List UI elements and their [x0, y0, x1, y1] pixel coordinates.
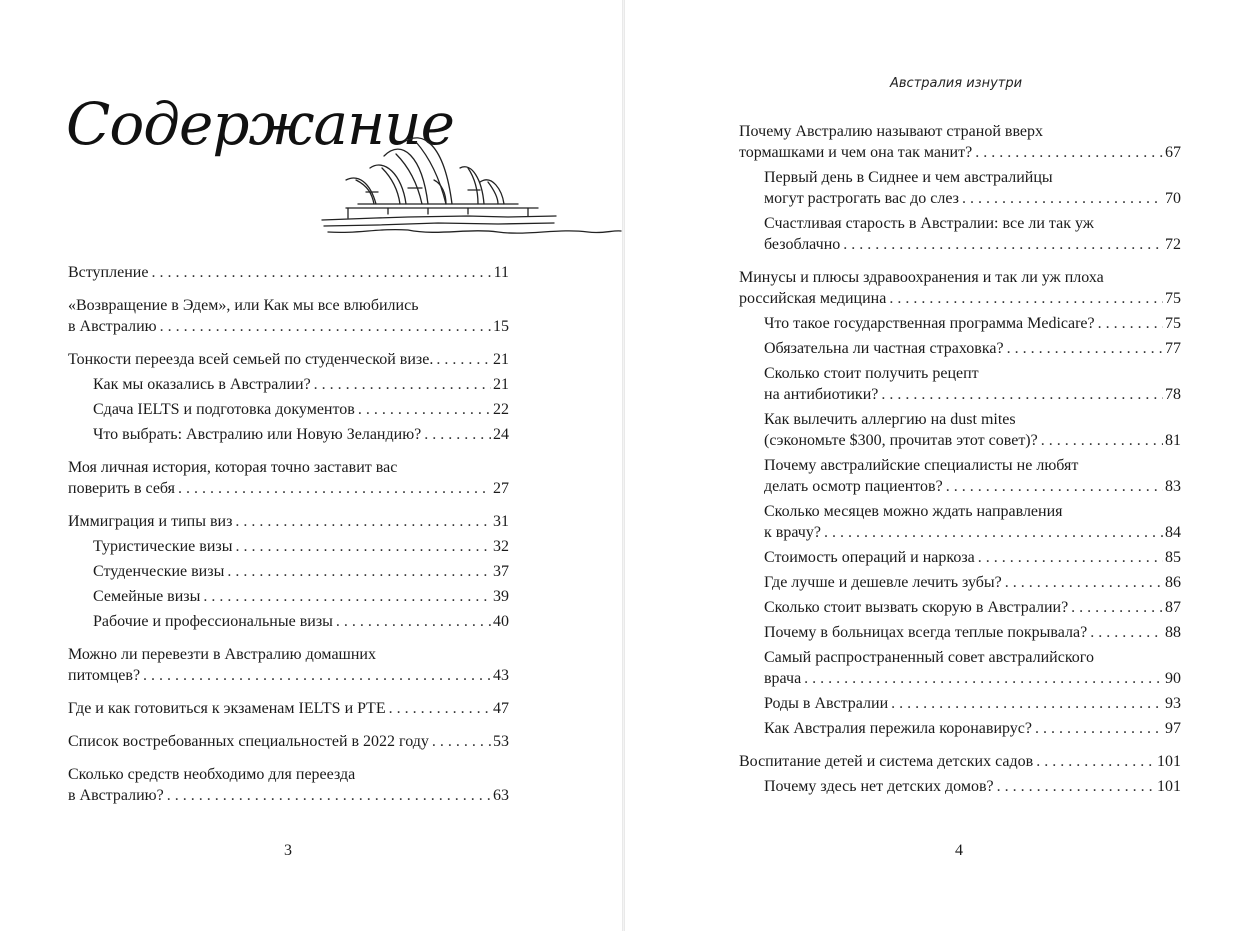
- running-head: Австралия изнутри: [890, 76, 1023, 91]
- dot-leader: [975, 547, 1163, 568]
- toc-entry-line: [93, 399, 509, 420]
- toc-entry-line: [93, 611, 509, 632]
- left-page: [0, 0, 622, 931]
- toc-entry-title: тормашками и чем она так манит?: [739, 144, 973, 161]
- toc-subsection-entry[interactable]: [68, 374, 509, 395]
- toc-page-number: 32: [493, 538, 509, 555]
- toc-entry-line: [739, 288, 1181, 309]
- toc-page-number: 85: [1165, 549, 1181, 566]
- toc-page-number: 84: [1165, 524, 1181, 541]
- dot-leader: [433, 349, 491, 370]
- toc-subsection-entry[interactable]: [68, 424, 509, 445]
- toc-chapter-entry[interactable]: [68, 349, 509, 370]
- toc-subsection-entry[interactable]: [68, 536, 509, 557]
- toc-chapter-entry[interactable]: [739, 751, 1181, 772]
- dot-leader: [175, 478, 491, 499]
- toc-subsection-entry[interactable]: [739, 338, 1181, 359]
- toc-entry-line: [764, 547, 1181, 568]
- dot-leader: [148, 262, 491, 283]
- toc-entry-title: Роды в Австралии: [764, 695, 889, 712]
- toc-page-number: 67: [1165, 144, 1181, 161]
- toc-entry-title: (сэкономьте $300, прочитав этот совет)?: [764, 432, 1038, 449]
- toc-subsection-entry[interactable]: [739, 363, 1181, 405]
- toc-entry-title-line: Первый день в Сиднее и чем австралийцы: [764, 169, 1053, 186]
- dot-leader: [1068, 597, 1163, 618]
- toc-entry-title-line: Почему австралийские специалисты не любят: [764, 457, 1079, 474]
- dot-leader: [821, 522, 1163, 543]
- toc-page-number: 27: [493, 480, 509, 497]
- dot-leader: [140, 665, 491, 686]
- toc-chapter-entry[interactable]: [68, 731, 509, 752]
- toc-subsection-entry[interactable]: [739, 776, 1181, 797]
- toc-entry-title-line: Можно ли перевезти в Австралию домашних: [68, 646, 376, 663]
- toc-page-number: 81: [1165, 432, 1181, 449]
- toc-chapter-entry[interactable]: [68, 262, 509, 283]
- toc-subsection-entry[interactable]: [68, 561, 509, 582]
- toc-page-number: 83: [1165, 478, 1181, 495]
- toc-subsection-entry[interactable]: [739, 622, 1181, 643]
- toc-entry-title-line: «Возвращение в Эдем», или Как мы все влюбились: [68, 297, 419, 314]
- toc-right: [739, 121, 1181, 801]
- toc-page-number: 22: [493, 401, 509, 418]
- toc-entry-title: в Австралию?: [68, 787, 164, 804]
- dot-leader: [224, 561, 491, 582]
- toc-entry-title: могут растрогать вас до слез: [764, 190, 959, 207]
- toc-entry-title: поверить в себя: [68, 480, 176, 497]
- toc-entry-title-line: Сколько стоит получить рецепт: [764, 365, 979, 382]
- toc-entry-line: [764, 622, 1181, 643]
- toc-entry-title: делать осмотр пациентов?: [764, 478, 943, 495]
- toc-entry-title: Иммиграция и типы виз: [68, 513, 233, 530]
- dot-leader: [840, 234, 1163, 255]
- toc-entry-line: [764, 668, 1181, 689]
- dot-leader: [1038, 430, 1163, 451]
- toc-entry-line: [68, 511, 509, 532]
- dot-leader: [1002, 572, 1163, 593]
- toc-entry-title: Сдача IELTS и подготовка документов: [93, 401, 355, 418]
- toc-page-number: 63: [493, 787, 509, 804]
- toc-page-number: 75: [1165, 315, 1181, 332]
- toc-chapter-entry[interactable]: [68, 764, 509, 806]
- toc-chapter-entry[interactable]: [68, 295, 509, 337]
- toc-subsection-entry[interactable]: [739, 501, 1181, 543]
- toc-page-number: 37: [493, 563, 509, 580]
- toc-entry-title: Почему здесь нет детских домов?: [764, 778, 994, 795]
- toc-entry-line: [764, 188, 1181, 209]
- page-number: 3: [284, 842, 292, 859]
- toc-entry-title-line: Сколько средств необходимо для переезда: [68, 766, 356, 783]
- toc-subsection-entry[interactable]: [739, 718, 1181, 739]
- toc-entry-title: к врачу?: [764, 524, 821, 541]
- toc-entry-title: врача: [764, 670, 802, 687]
- toc-chapter-entry[interactable]: [68, 457, 509, 499]
- dot-leader: [801, 668, 1163, 689]
- toc-subsection-entry[interactable]: [739, 572, 1181, 593]
- toc-chapter-entry[interactable]: [739, 121, 1181, 163]
- toc-entry-title: Список востребованных специальностей в 2022 году: [68, 733, 429, 750]
- dot-leader: [886, 288, 1163, 309]
- dot-leader: [994, 776, 1157, 797]
- toc-subsection-entry[interactable]: [739, 409, 1181, 451]
- toc-subsection-entry[interactable]: [68, 399, 509, 420]
- toc-subsection-entry[interactable]: [739, 455, 1181, 497]
- toc-entry-line: [764, 718, 1181, 739]
- dot-leader: [232, 511, 491, 532]
- toc-entry-line: [68, 665, 509, 686]
- toc-page-number: 90: [1165, 670, 1181, 687]
- toc-entry-title: Рабочие и профессиональные визы: [93, 613, 333, 630]
- toc-page-number: 31: [493, 513, 509, 530]
- toc-page-number: 24: [493, 426, 509, 443]
- dot-leader: [1032, 718, 1163, 739]
- toc-subsection-entry[interactable]: [739, 213, 1181, 255]
- toc-entry-title: Туристические визы: [93, 538, 233, 555]
- toc-page-number: 88: [1165, 624, 1181, 641]
- dot-leader: [164, 785, 491, 806]
- toc-page-number: 39: [493, 588, 509, 605]
- toc-entry-line: [68, 785, 509, 806]
- dot-leader: [429, 731, 491, 752]
- toc-page-number: 43: [493, 667, 509, 684]
- toc-entry-title: Воспитание детей и система детских садов: [739, 753, 1034, 770]
- toc-entry-title: Стоимость операций и наркоза: [764, 549, 975, 566]
- toc-page-number: 40: [493, 613, 509, 630]
- toc-page-number: 97: [1165, 720, 1181, 737]
- toc-page-number: 78: [1165, 386, 1181, 403]
- dot-leader: [1087, 622, 1163, 643]
- toc-entry-title: Как мы оказались в Австралии?: [93, 376, 311, 393]
- toc-chapter-entry[interactable]: [68, 511, 509, 532]
- dot-leader: [972, 142, 1163, 163]
- toc-subsection-entry[interactable]: [739, 313, 1181, 334]
- toc-entry-line: [764, 776, 1181, 797]
- toc-entry-title: Как Австралия пережила коронавирус?: [764, 720, 1032, 737]
- toc-entry-line: [764, 384, 1181, 405]
- toc-page-number: 93: [1165, 695, 1181, 712]
- page-number: 4: [955, 842, 963, 859]
- toc-entry-title-line: Самый распространенный совет австралийского: [764, 649, 1094, 666]
- toc-page-number: 101: [1157, 753, 1181, 770]
- toc-entry-line: [68, 262, 509, 283]
- dot-leader: [200, 586, 491, 607]
- toc-page-number: 72: [1165, 236, 1181, 253]
- toc-entry-title: безоблачно: [764, 236, 841, 253]
- toc-entry-title-line: Минусы и плюсы здравоохранения и так ли уж плоха: [739, 269, 1104, 286]
- dot-leader: [311, 374, 491, 395]
- toc-page-number: 87: [1165, 599, 1181, 616]
- toc-page-number: 11: [493, 264, 509, 281]
- toc-page-number: 53: [493, 733, 509, 750]
- toc-entry-title: на антибиотики?: [764, 386, 879, 403]
- toc-entry-line: [764, 430, 1181, 451]
- toc-subsection-entry[interactable]: [739, 167, 1181, 209]
- toc-subsection-entry[interactable]: [68, 611, 509, 632]
- dot-leader: [878, 384, 1163, 405]
- toc-entry-title: Что выбрать: Австралию или Новую Зеландию?: [93, 426, 422, 443]
- toc-entry-line: [68, 731, 509, 752]
- dot-leader: [1033, 751, 1157, 772]
- dot-leader: [1004, 338, 1163, 359]
- page-title: Содержание: [66, 90, 454, 158]
- toc-entry-title: российская медицина: [739, 290, 887, 307]
- toc-entry-title-line: Как вылечить аллергию на dust mites: [764, 411, 1016, 428]
- toc-page-number: 101: [1157, 778, 1181, 795]
- toc-entry-line: [68, 349, 509, 370]
- toc-entry-line: [93, 424, 509, 445]
- toc-entry-title: Семейные визы: [93, 588, 201, 605]
- opera-house-icon: [318, 128, 622, 242]
- toc-subsection-entry[interactable]: [739, 547, 1181, 568]
- toc-entry-title-line: Почему Австралию называют страной вверх: [739, 123, 1044, 140]
- dot-leader: [421, 424, 491, 445]
- toc-entry-line: [764, 338, 1181, 359]
- toc-entry-line: [93, 374, 509, 395]
- dot-leader: [333, 611, 491, 632]
- toc-entry-line: [764, 597, 1181, 618]
- toc-page-number: 86: [1165, 574, 1181, 591]
- toc-entry-title-line: Сколько месяцев можно ждать направления: [764, 503, 1063, 520]
- toc-subsection-entry[interactable]: [739, 597, 1181, 618]
- toc-page-number: 75: [1165, 290, 1181, 307]
- toc-entry-title: Где и как готовиться к экзаменам IELTS и PTE: [68, 700, 386, 717]
- toc-entry-title: Тонкости переезда всей семьей по студенческой визе.: [68, 351, 434, 368]
- dot-leader: [943, 476, 1163, 497]
- dot-leader: [1095, 313, 1163, 334]
- toc-entry-title: Где лучше и дешевле лечить зубы?: [764, 574, 1002, 591]
- toc-entry-line: [764, 522, 1181, 543]
- toc-page-number: 21: [493, 376, 509, 393]
- toc-entry-line: [764, 234, 1181, 255]
- toc-subsection-entry[interactable]: [739, 647, 1181, 689]
- toc-page-number: 47: [493, 700, 509, 717]
- toc-entry-line: [68, 698, 509, 719]
- toc-subsection-entry[interactable]: [68, 586, 509, 607]
- dot-leader: [888, 693, 1163, 714]
- toc-entry-line: [764, 313, 1181, 334]
- toc-entry-title-line: Счастливая старость в Австралии: все ли так уж: [764, 215, 1094, 232]
- dot-leader: [959, 188, 1163, 209]
- toc-chapter-entry[interactable]: [68, 644, 509, 686]
- dot-leader: [355, 399, 491, 420]
- toc-entry-line: [764, 693, 1181, 714]
- toc-entry-line: [68, 478, 509, 499]
- toc-entry-line: [764, 572, 1181, 593]
- toc-entry-line: [93, 586, 509, 607]
- toc-page-number: 70: [1165, 190, 1181, 207]
- toc-entry-line: [93, 536, 509, 557]
- toc-entry-line: [739, 142, 1181, 163]
- toc-entry-title: Обязательна ли частная страховка?: [764, 340, 1004, 357]
- toc-page-number: 15: [493, 318, 509, 335]
- toc-chapter-entry[interactable]: [68, 698, 509, 719]
- toc-subsection-entry[interactable]: [739, 693, 1181, 714]
- dot-leader: [157, 316, 491, 337]
- toc-entry-line: [93, 561, 509, 582]
- toc-chapter-entry[interactable]: [739, 267, 1181, 309]
- toc-entry-title: Что такое государственная программа Medicare?: [764, 315, 1095, 332]
- dot-leader: [386, 698, 491, 719]
- toc-entry-title: в Австралию: [68, 318, 157, 335]
- toc-entry-title: Вступление: [68, 264, 149, 281]
- toc-entry-title: Почему в больницах всегда теплые покрывала?: [764, 624, 1088, 641]
- toc-left: [68, 262, 509, 810]
- toc-entry-title: питомцев?: [68, 667, 141, 684]
- toc-entry-title-line: Моя личная история, которая точно заставит вас: [68, 459, 398, 476]
- toc-page-number: 21: [493, 351, 509, 368]
- toc-entry-line: [68, 316, 509, 337]
- toc-page-number: 77: [1165, 340, 1181, 357]
- toc-entry-line: [739, 751, 1181, 772]
- toc-entry-title: Сколько стоит вызвать скорую в Австралии?: [764, 599, 1069, 616]
- toc-entry-line: [764, 476, 1181, 497]
- dot-leader: [232, 536, 491, 557]
- toc-entry-title: Студенческие визы: [93, 563, 225, 580]
